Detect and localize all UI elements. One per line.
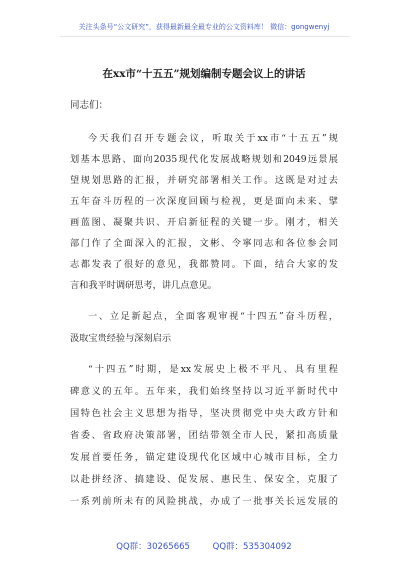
footer-qq-group-2: QQ群：535304092 [212,542,292,552]
header-banner: 关注头条号“公文研究”，获得最新最全最专业的公文资料库！ 微信：gongwenyj [78,23,330,31]
paragraph-line: 发展首要任务，锚定建设现代化区域中心城市目标，全力 [70,452,338,463]
salutation: 同志们： [70,100,109,111]
section-heading-line: 一、立足新起点，全面客观审视“十四五”奋斗历程， [88,311,338,322]
paragraph-line: “十四五”时期，是xx发展史上极不平凡、具有里程 [88,364,338,375]
paragraph-line: 国特色社会主义思想为指导，坚决贯彻党中央大政方针和 [70,408,338,419]
paragraph-line: 以赴拼经济、搞建设、促发展、惠民生、保安全，克服了 [70,474,338,485]
paragraph-line: 碑意义的五年。五年来，我们始终坚持以习近平新时代中 [70,386,338,397]
paragraph-line: 志都发表了很好的意见，我都赞同。下面，结合大家的发 [70,259,338,270]
paragraph-line: 五年奋斗历程的一次深度回顾与检视，更是面向未来、擘 [70,196,338,207]
header-divider [60,36,350,37]
paragraph-line: 望规划思路的汇报，并研究部署相关工作。这既是对过去 [70,175,338,186]
paragraph-line: 省委、省政府决策部署，团结带领全市人民，紧扣高质量 [70,430,338,441]
paragraph-line: 今天我们召开专题会议，听取关于xx市“十五五”规 [88,133,338,144]
paragraph-line: 言和我平时调研思考，讲几点意见。 [70,280,217,291]
document-title: 在xx市“十五五”规划编制专题会议上的讲话 [102,68,306,80]
section-heading-line: 汲取宝贵经验与深刻启示 [70,333,172,344]
paragraph-line: 划基本思路、面向2035现代化发展战略规划和2049远景展 [70,154,338,165]
footer-qq-group-1: QQ群：30265665 [116,542,190,552]
paragraph-line: 画蓝图、凝聚共识、开启新征程的关键一步。刚才，相关 [70,217,338,228]
paragraph-line: 一系列前所未有的风险挑战，办成了一批事关长远发展的 [70,496,338,507]
footer-contacts [0,540,408,552]
paragraph-line: 部门作了全面深入的汇报，文彬、令寧同志和各位参会同 [70,238,338,249]
